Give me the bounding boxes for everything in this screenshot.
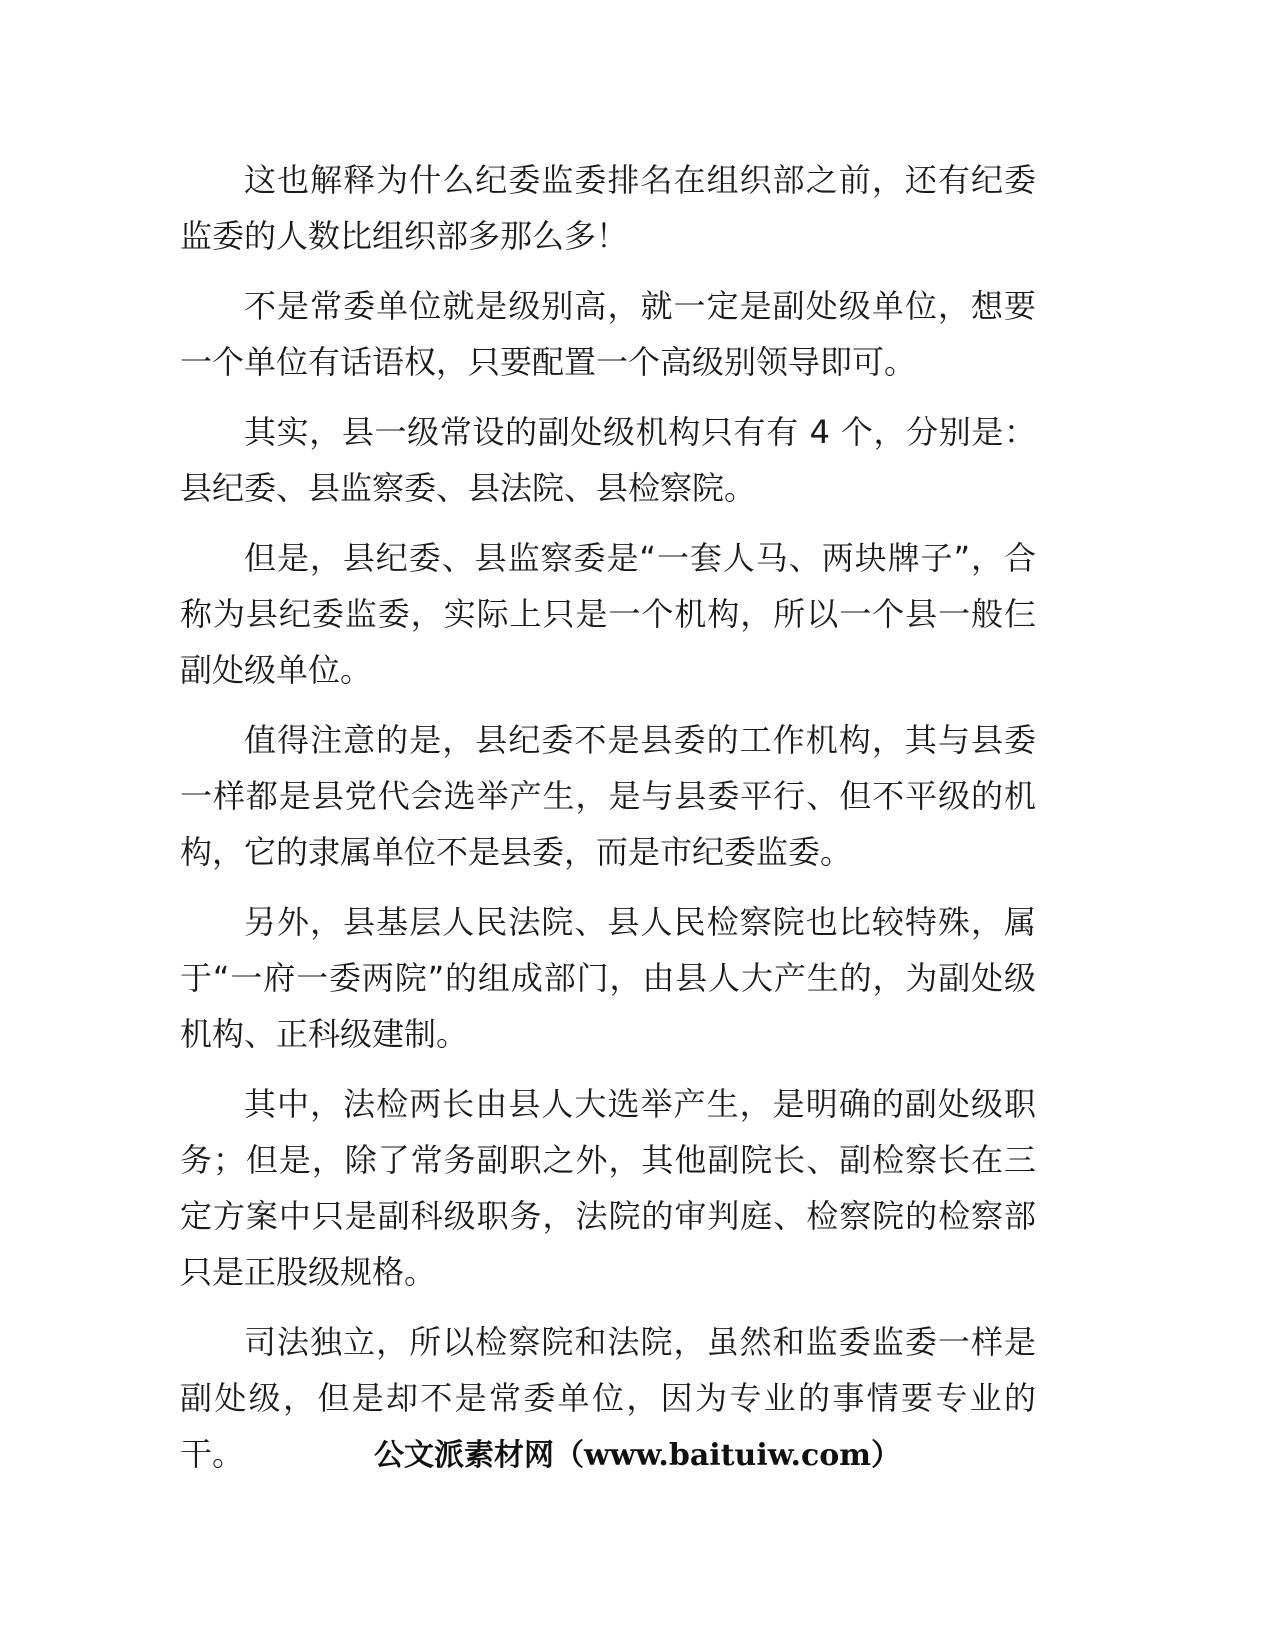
paragraph-4: 但是，县纪委、县监察委是“一套人马、两块牌子”，合称为县纪委监委，实际上只是一个机构，所以一个县一般仨副处级单位。 xyxy=(180,539,1036,689)
source-footer: 公文派素材网（www.baituiw.com） xyxy=(373,1438,902,1473)
paragraph-8: 司法独立，所以检察院和法院，虽然和监委监委一样是副处级，但是却不是常委单位，因为专业的事情要专业的干。 xyxy=(180,1323,1036,1473)
paragraph-3: 其实，县一级常设的副处级机构只有有 4 个，分别是：县纪委、县监察委、县法院、县检察院。 xyxy=(180,413,1036,507)
paragraph-6: 另外，县基层人民法院、县人民检察院也比较特殊，属于“一府一委两院”的组成部门，由县人大产生的，为副处级机构、正科级建制。 xyxy=(180,903,1036,1053)
document-body xyxy=(180,152,1036,1496)
paragraph-7: 其中，法检两长由县人大选举产生，是明确的副处级职务；但是，除了常务副职之外，其他副院长、副检察长在三定方案中只是副科级职务，法院的审判庭、检察院的检察部只是正股级规格。 xyxy=(180,1085,1036,1291)
paragraph-1: 这也解释为什么纪委监委排名在组织部之前，还有纪委监委的人数比组织部多那么多！ xyxy=(180,161,1036,255)
paragraph-5: 值得注意的是，县纪委不是县委的工作机构，其与县委一样都是县党代会选举产生，是与县委平行、但不平级的机构，它的隶属单位不是县委，而是市纪委监委。 xyxy=(180,721,1036,871)
paragraph-2: 不是常委单位就是级别高，就一定是副处级单位，想要一个单位有话语权，只要配置一个高级别领导即可。 xyxy=(180,287,1036,381)
